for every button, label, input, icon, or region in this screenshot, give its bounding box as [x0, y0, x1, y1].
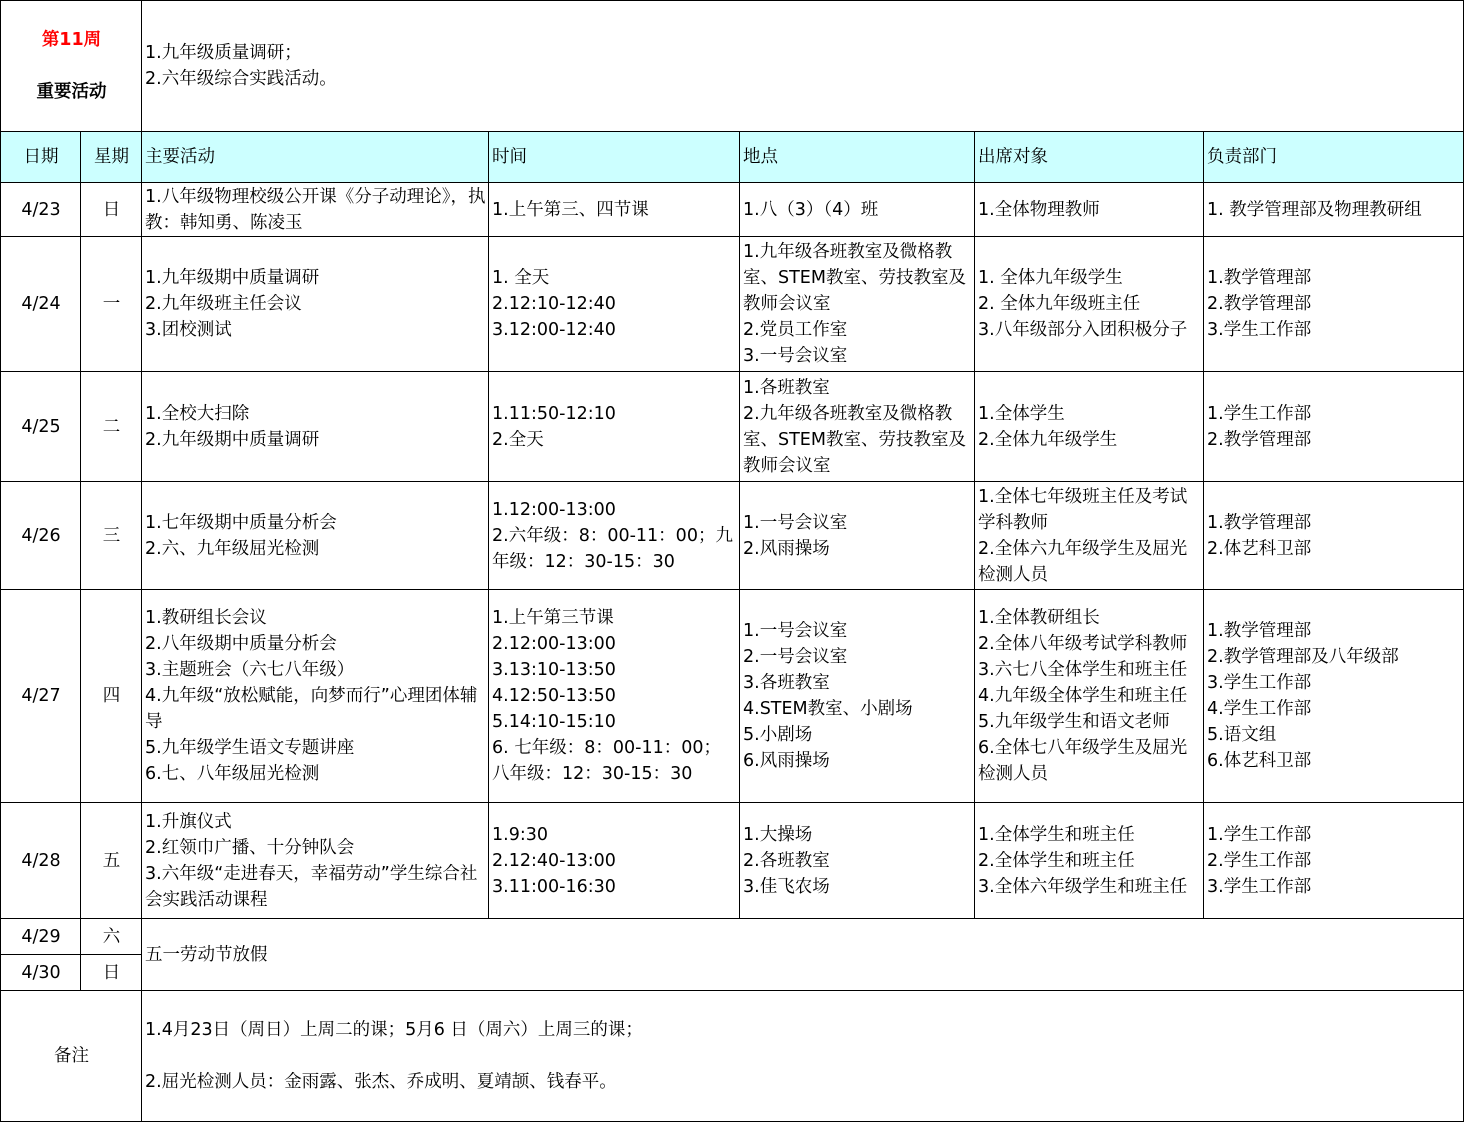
header-weekday: 星期 — [81, 132, 142, 183]
row-time: 1.上午第三、四节课 — [489, 183, 740, 237]
row-activity: 1.升旗仪式 2.红领巾广播、十分钟队会 3.六年级“走进春天，幸福劳动”学生综合社会实践活动课程 — [142, 803, 489, 919]
row-department: 1.教学管理部 2.体艺科卫部 — [1204, 482, 1464, 590]
row-department: 1.学生工作部 2.教学管理部 — [1204, 372, 1464, 482]
row-attendees: 1.全体学生 2.全体九年级学生 — [975, 372, 1204, 482]
week-number: 第11周 — [41, 30, 102, 50]
row-weekday: 一 — [81, 237, 142, 372]
note-line: 2.屈光检测人员：金雨露、张杰、乔成明、夏靖颉、钱春平。 — [145, 1072, 617, 1092]
row-date: 4/25 — [1, 372, 81, 482]
week-summary-row — [1, 1, 1464, 132]
holiday-row — [1, 919, 1464, 955]
header-row — [1, 132, 1464, 183]
notes-row — [1, 991, 1464, 1122]
row-time: 1.上午第三节课 2.12:00-13:00 3.13:10-13:50 4.12:50-13:50 5.14:10-15:10 6. 七年级：8：00-11：00；八年级：12：30-15：30 — [489, 590, 740, 803]
row-place: 1.大操场 2.各班教室 3.佳飞农场 — [740, 803, 975, 919]
row-department: 1.教学管理部 2.教学管理部 3.学生工作部 — [1204, 237, 1464, 372]
row-place: 1.八（3）（4）班 — [740, 183, 975, 237]
table-row — [1, 590, 1464, 803]
header-activity: 主要活动 — [142, 132, 489, 183]
row-date: 4/30 — [1, 955, 81, 991]
row-attendees: 1.全体教研组长 2.全体八年级考试学科教师 3.六七八全体学生和班主任 4.九年级全体学生和班主任 5.九年级学生和语文老师 6.全体七八年级学生及屈光检测人员 — [975, 590, 1204, 803]
table-row — [1, 237, 1464, 372]
row-attendees: 1.全体学生和班主任 2.全体学生和班主任 3.全体六年级学生和班主任 — [975, 803, 1204, 919]
holiday-text: 五一劳动节放假 — [142, 919, 1464, 991]
row-activity: 1.全校大扫除 2.九年级期中质量调研 — [142, 372, 489, 482]
row-department: 1. 教学管理部及物理教研组 — [1204, 183, 1464, 237]
table-row — [1, 372, 1464, 482]
row-department: 1.教学管理部 2.教学管理部及八年级部 3.学生工作部 4.学生工作部 5.语文组 6.体艺科卫部 — [1204, 590, 1464, 803]
week-summary: 1.九年级质量调研； 2.六年级综合实践活动。 — [142, 1, 1464, 132]
row-date: 4/29 — [1, 919, 81, 955]
week-label-cell — [1, 1, 142, 132]
row-place: 1.九年级各班教室及微格教室、STEM教室、劳技教室及教师会议室 2.党员工作室 3.一号会议室 — [740, 237, 975, 372]
row-weekday: 日 — [81, 183, 142, 237]
row-time: 1.12:00-13:00 2.六年级：8：00-11：00；九年级：12：30-15：30 — [489, 482, 740, 590]
row-attendees: 1.全体七年级班主任及考试学科教师 2.全体六九年级学生及屈光检测人员 — [975, 482, 1204, 590]
row-weekday: 日 — [81, 955, 142, 991]
row-activity: 1.教研组长会议 2.八年级期中质量分析会 3.主题班会（六七八年级） 4.九年级“放松赋能，向梦而行”心理团体辅导 5.九年级学生语文专题讲座 6.七、八年级屈光检测 — [142, 590, 489, 803]
row-weekday: 五 — [81, 803, 142, 919]
table-row — [1, 183, 1464, 237]
row-place: 1.一号会议室 2.风雨操场 — [740, 482, 975, 590]
table-row — [1, 803, 1464, 919]
row-place: 1.各班教室 2.九年级各班教室及微格教室、STEM教室、劳技教室及教师会议室 — [740, 372, 975, 482]
row-date: 4/28 — [1, 803, 81, 919]
row-date: 4/24 — [1, 237, 81, 372]
header-date: 日期 — [1, 132, 81, 183]
row-weekday: 二 — [81, 372, 142, 482]
row-attendees: 1. 全体九年级学生 2. 全体九年级班主任 3.八年级部分入团积极分子 — [975, 237, 1204, 372]
row-weekday: 六 — [81, 919, 142, 955]
notes-content — [142, 991, 1464, 1122]
row-activity: 1.八年级物理校级公开课《分子动理论》，执教：韩知勇、陈凌玉 — [142, 183, 489, 237]
header-department: 负责部门 — [1204, 132, 1464, 183]
header-place: 地点 — [740, 132, 975, 183]
row-time: 1.9:30 2.12:40-13:00 3.11:00-16:30 — [489, 803, 740, 919]
row-date: 4/23 — [1, 183, 81, 237]
row-activity: 1.七年级期中质量分析会 2.六、九年级屈光检测 — [142, 482, 489, 590]
row-weekday: 三 — [81, 482, 142, 590]
row-date: 4/26 — [1, 482, 81, 590]
header-time: 时间 — [489, 132, 740, 183]
row-time: 1. 全天 2.12:10-12:40 3.12:00-12:40 — [489, 237, 740, 372]
row-place: 1.一号会议室 2.一号会议室 3.各班教室 4.STEM教室、小剧场 5.小剧场 6.风雨操场 — [740, 590, 975, 803]
notes-label: 备注 — [1, 991, 142, 1122]
row-date: 4/27 — [1, 590, 81, 803]
note-line: 1.4月23日（周日）上周二的课；5月6 日（周六）上周三的课； — [145, 1020, 643, 1040]
row-time: 1.11:50-12:10 2.全天 — [489, 372, 740, 482]
row-activity: 1.九年级期中质量调研 2.九年级班主任会议 3.团校测试 — [142, 237, 489, 372]
header-attendees: 出席对象 — [975, 132, 1204, 183]
row-weekday: 四 — [81, 590, 142, 803]
week-title: 重要活动 — [36, 82, 107, 102]
row-department: 1.学生工作部 2.学生工作部 3.学生工作部 — [1204, 803, 1464, 919]
table-row — [1, 482, 1464, 590]
row-attendees: 1.全体物理教师 — [975, 183, 1204, 237]
